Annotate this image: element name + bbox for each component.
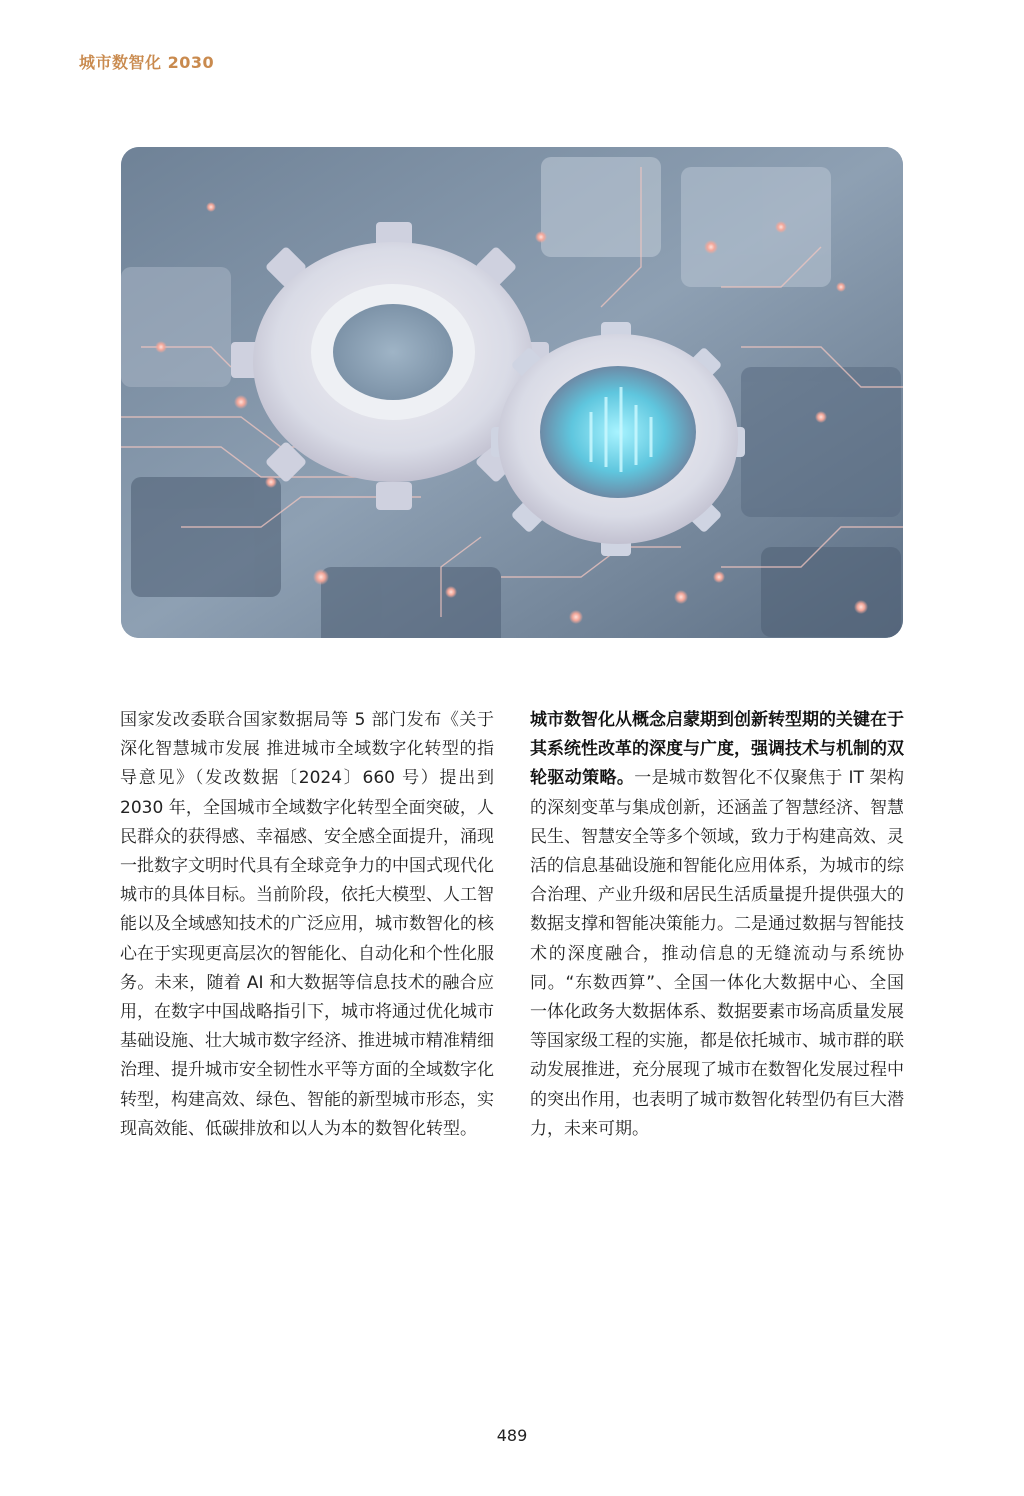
running-header: 城市数智化 2030 [79,53,215,72]
body-column-left [120,706,494,1144]
hero-image [121,147,903,638]
body-column-right [530,706,904,1144]
body-paragraph: 国家发改委联合国家数据局等 5 部门发布《关于深化智慧城市发展 推进城市全域数字化转型的指导意见》（发改数据〔2024〕660 号）提出到 2030 年，全国城市全域数字化转型全面突破，人民群众的获得感、幸福感、安全感全面提升，涌现一批数字文明时代具有全球竞争力的中国式现代化城市的具体目标。当前阶段，依托大模型、人工智能以及全域感知技术的广泛应用，城市数智化的核心在于实现更高层次的智能化、自动化和个性化服务。未来，随着 AI 和大数据等信息技术的融合应用，在数字中国战略指引下，城市将通过优化城市基础设施、壮大城市数字经济、推进城市精准精细治理、提升城市安全韧性水平等方面的全域数字化转型，构建高效、绿色、智能的新型城市形态，实现高效能、低碳排放和以人为本的数智化转型。 [120,710,494,1139]
key-statement: 城市数智化从概念启蒙期到创新转型期的关键在于其系统性改革的深度与广度，强调技术与机制的双轮驱动策略。 [530,710,904,789]
gears-circuit-illustration-icon [121,147,903,638]
body-paragraph: 一是城市数智化不仅聚焦于 IT 架构的深刻变革与集成创新，还涵盖了智慧经济、智慧民生、智慧安全等多个领域，致力于构建高效、灵活的信息基础设施和智能化应用体系，为城市的综合治理、产业升级和居民生活质量提升提供强大的数据支撑和智能决策能力。二是通过数据与智能技术的深度融合，推动信息的无缝流动与系统协同。“东数西算”、全国一体化大数据中心、全国一体化政务大数据体系、数据要素市场高质量发展等国家级工程的实施，都是依托城市、城市群的联动发展推进，充分展现了城市在数智化发展过程中的突出作用，也表明了城市数智化转型仍有巨大潜力，未来可期。 [530,768,904,1139]
page-number: 489 [496,1426,528,1445]
